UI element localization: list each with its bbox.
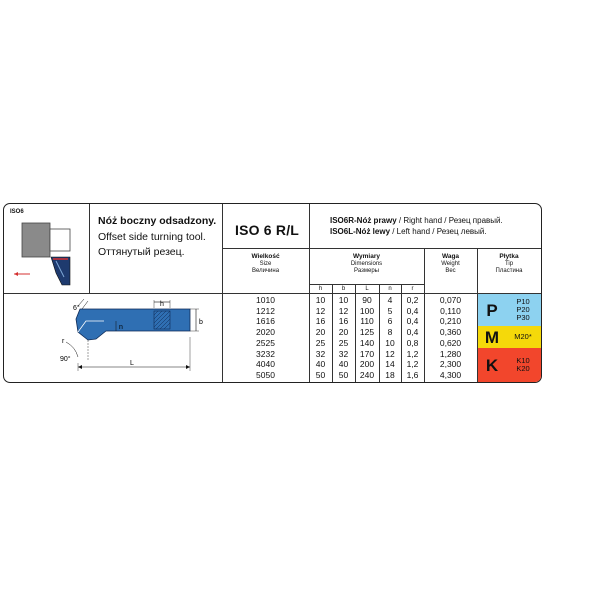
cell-L: 240 (359, 369, 375, 380)
cell-weight: 4,300 (439, 369, 462, 380)
col-r: r (411, 286, 414, 292)
grade-code: K20 (516, 364, 530, 373)
cell-r: 1,6 (406, 369, 419, 380)
variant-left: ISO6L-Nóż lewy / Left hand / Резец левый. (330, 227, 487, 236)
title-pl: Nóż boczny odsadzony. (98, 215, 217, 227)
cell-b: 40 (338, 359, 349, 370)
cell-n: 14 (385, 359, 395, 370)
cell-h: 12 (315, 305, 326, 316)
cell-size: 1616 (256, 316, 275, 327)
divider (222, 248, 541, 249)
cell-h: 40 (315, 359, 326, 370)
L-label: L (130, 360, 134, 367)
cell-r: 0,4 (406, 316, 419, 327)
cell-weight: 0,110 (440, 305, 461, 316)
cell-r: 0,4 (406, 305, 419, 316)
cell-L: 200 (359, 359, 375, 370)
cell-r: 0,2 (406, 295, 419, 305)
tool-icon (12, 217, 88, 291)
cell-r: 0,4 (406, 327, 419, 338)
cell-n: 5 (387, 305, 393, 316)
grade-code: K10 (516, 356, 530, 365)
cell-n: 6 (387, 316, 393, 327)
dimensions-header: Wymiary Dimensions Размеры (350, 253, 383, 274)
cell-size: 2020 (256, 327, 275, 338)
grade-code: M20* (514, 332, 532, 341)
grade-code: P30 (516, 313, 530, 322)
cell-b: 25 (338, 337, 349, 348)
variant-right: ISO6R-Nóż prawy / Right hand / Резец правый. (330, 216, 503, 225)
col-b: b (341, 286, 346, 292)
cell-n: 8 (387, 327, 393, 338)
n-label: n (119, 324, 123, 331)
cell-h: 16 (315, 316, 326, 327)
title-ru: Оттянутый резец. (98, 246, 185, 258)
b-label: b (199, 319, 203, 326)
grade-code: P10 (516, 297, 530, 306)
cell-b: 20 (338, 327, 349, 338)
cell-r: 0,8 (406, 337, 419, 348)
divider (89, 204, 90, 293)
cell-weight: 0,070 (439, 295, 462, 305)
cell-L: 125 (359, 327, 375, 338)
cell-n: 12 (385, 348, 395, 359)
tool-drawing (18, 297, 218, 379)
col-h: h (318, 286, 323, 292)
iso-type: ISO 6 R/L (235, 222, 300, 238)
cell-r: 1,2 (406, 359, 419, 370)
cell-n: 10 (385, 337, 395, 348)
cell-size: 2525 (256, 337, 275, 348)
cell-h: 20 (315, 327, 326, 338)
weight-header: Waga Weight Вес (441, 253, 460, 274)
cell-weight: 2,300 (439, 359, 462, 370)
col-L: L (365, 286, 369, 292)
divider (309, 284, 424, 285)
cell-h: 10 (315, 295, 326, 305)
cell-h: 25 (315, 337, 326, 348)
cell-size: 5050 (256, 369, 275, 380)
grade-letter: K (485, 356, 499, 375)
cell-L: 140 (359, 337, 375, 348)
cell-weight: 0,210 (439, 316, 462, 327)
grade-code: P20 (516, 305, 530, 314)
cell-L: 170 (359, 348, 375, 359)
cell-n: 4 (387, 295, 393, 305)
cell-r: 1,2 (406, 348, 419, 359)
divider (4, 293, 541, 294)
title-en: Offset side turning tool. (98, 231, 206, 243)
grade-letter: P (486, 301, 498, 320)
cell-b: 10 (338, 295, 349, 305)
angle-top-label: 6° (73, 305, 80, 312)
cell-h: 32 (315, 348, 326, 359)
r-label: r (62, 338, 65, 345)
cell-weight: 0,620 (439, 337, 462, 348)
grade-letter: M (484, 328, 500, 347)
cell-n: 18 (385, 369, 395, 380)
cell-size: 1010 (256, 295, 275, 305)
cell-L: 100 (359, 305, 375, 316)
cell-size: 1212 (256, 305, 275, 316)
tool-spec-card (3, 203, 542, 383)
cell-b: 50 (338, 369, 349, 380)
insert-header: Płytka Tip Пластина (495, 253, 523, 274)
cell-L: 110 (360, 316, 374, 327)
cell-L: 90 (362, 295, 372, 305)
cell-h: 50 (315, 369, 326, 380)
cell-b: 16 (338, 316, 349, 327)
cell-size: 3232 (256, 348, 275, 359)
cell-size: 4040 (256, 359, 275, 370)
cell-b: 32 (338, 348, 349, 359)
angle-bottom-label: 90° (60, 356, 71, 363)
cell-weight: 0,360 (439, 327, 462, 338)
standard-code: ISO6 (10, 209, 24, 215)
size-header: Wielkość Size Величина (251, 253, 280, 274)
col-n: n (388, 286, 392, 292)
h-label: h (160, 301, 164, 308)
cell-b: 12 (338, 305, 349, 316)
cell-weight: 1,280 (439, 348, 462, 359)
